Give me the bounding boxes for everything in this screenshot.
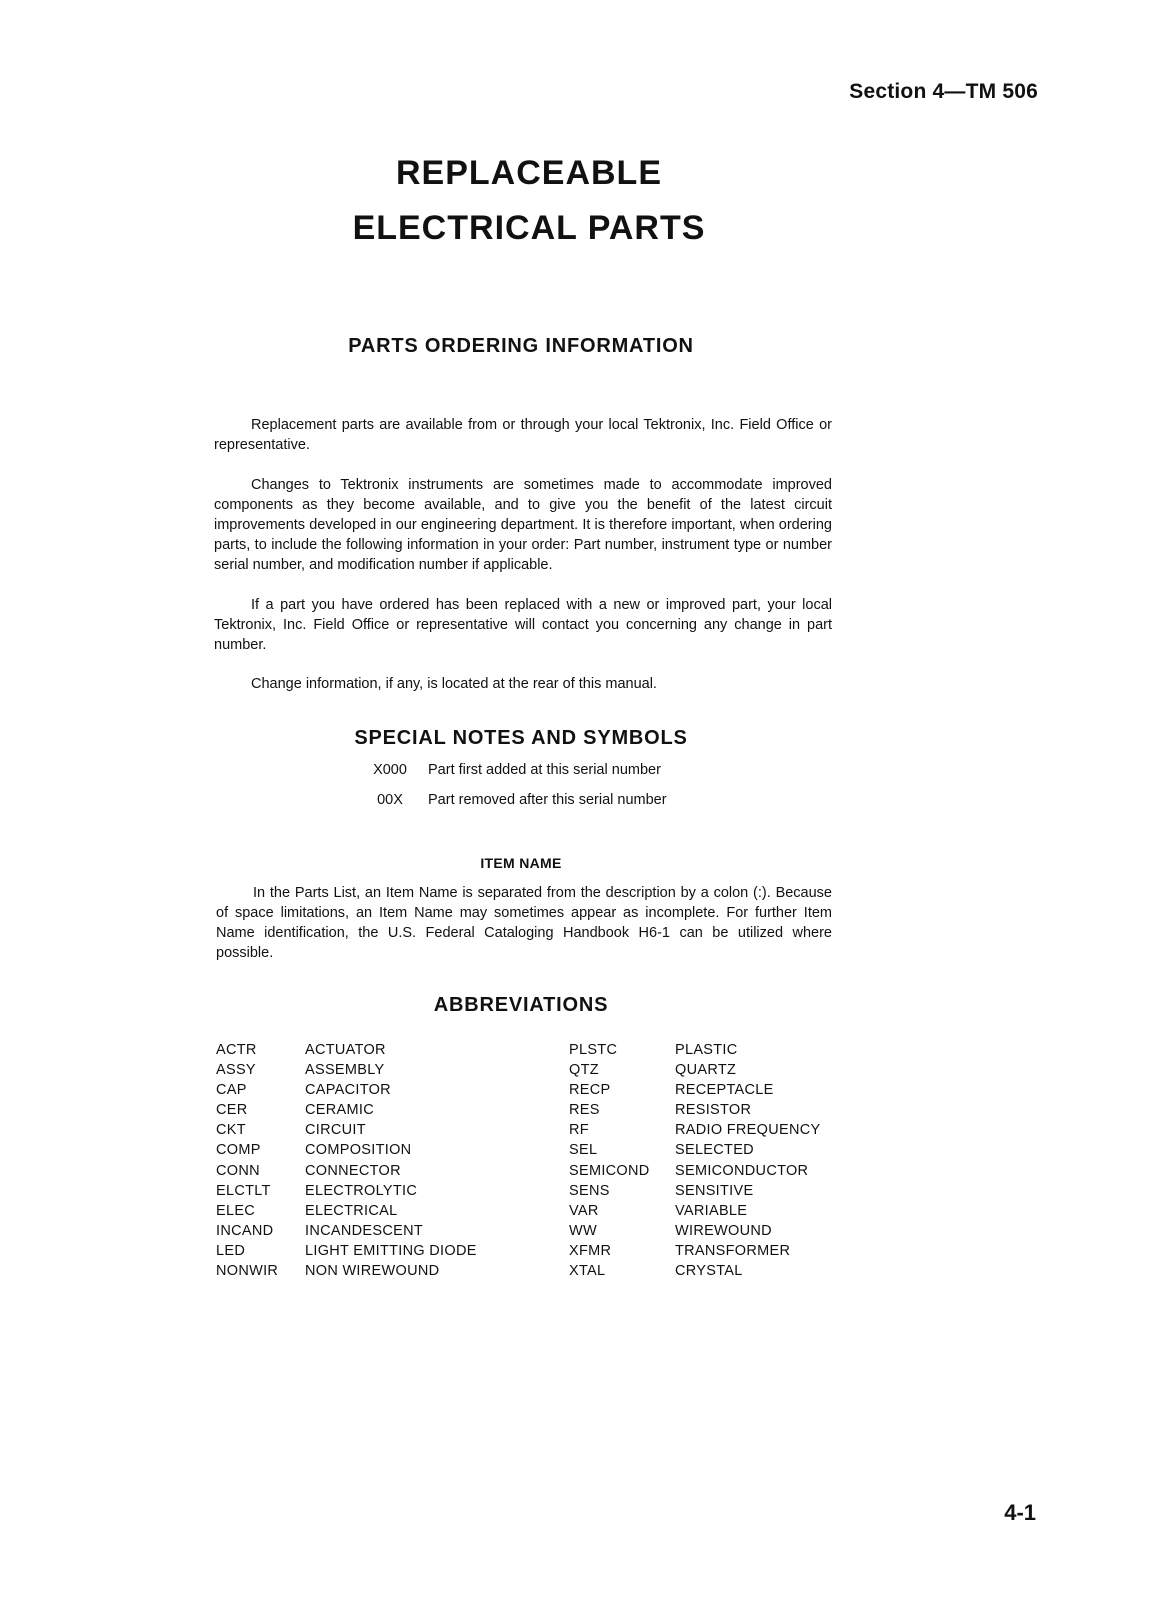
abbreviation-code: QTZ: [569, 1062, 599, 1079]
abbreviation-term: CRYSTAL: [675, 1263, 743, 1280]
abbreviation-code: XTAL: [569, 1263, 606, 1280]
abbreviation-term: NON WIREWOUND: [305, 1263, 440, 1280]
abbreviation-code: CKT: [216, 1122, 246, 1139]
abbreviation-term: TRANSFORMER: [675, 1242, 791, 1259]
item-name-paragraph: In the Parts List, an Item Name is separated from the description by a colon (:). Because of space limitations, an Item Name may sometimes appear as incomplete. For further Item Name identification, the U.S. Federal Cataloging Handbook H6-1 can be utilized where possible.: [216, 885, 832, 961]
symbol-code: X000: [373, 762, 407, 778]
abbreviation-term: SENSITIVE: [675, 1182, 754, 1199]
abbreviation-code: ASSY: [216, 1062, 256, 1079]
abbreviation-term: SELECTED: [675, 1142, 754, 1159]
abbreviation-code: SENS: [569, 1182, 610, 1199]
symbol-description: Part removed after this serial number: [428, 792, 667, 808]
abbreviation-term: ELECTROLYTIC: [305, 1182, 418, 1199]
abbreviation-code: SEMICOND: [569, 1162, 650, 1179]
abbreviation-code: CONN: [216, 1162, 260, 1179]
symbol-row: [352, 792, 667, 822]
abbreviation-code: CER: [216, 1102, 248, 1119]
abbreviation-code: ACTR: [216, 1042, 257, 1058]
abbreviation-code: INCAND: [216, 1222, 274, 1239]
abbreviation-term: CONNECTOR: [305, 1162, 401, 1179]
abbreviation-term: SEMICONDUCTOR: [675, 1162, 809, 1179]
abbreviation-term: QUARTZ: [675, 1062, 737, 1079]
page-title: [0, 146, 1058, 256]
abbreviations-heading: ABBREVIATIONS: [433, 994, 609, 1016]
ordering-paragraph: Change information, if any, is located at the rear of this manual.: [251, 676, 657, 692]
page-title-line-1: REPLACEABLE: [395, 154, 663, 192]
abbreviation-term: VARIABLE: [675, 1202, 748, 1219]
ordering-paragraph: If a part you have ordered has been replaced with a new or improved part, your local Tektronix, Inc. Field Office or representative will contact you concerning any change in part number.: [214, 597, 832, 653]
abbreviation-term: PLASTIC: [675, 1042, 738, 1058]
page-title-line-2: ELECTRICAL PARTS: [352, 209, 706, 247]
abbreviation-term: ELECTRICAL: [305, 1202, 398, 1219]
symbol-code: 00X: [377, 792, 403, 808]
abbreviation-code: RF: [569, 1122, 589, 1139]
abbreviation-term: COMPOSITION: [305, 1142, 412, 1159]
abbreviation-code: XFMR: [569, 1242, 612, 1259]
abbreviation-term: INCANDESCENT: [305, 1222, 423, 1239]
abbreviation-code: PLSTC: [569, 1042, 618, 1058]
abbreviation-term: ACTUATOR: [305, 1042, 386, 1058]
abbreviation-term: RADIO FREQUENCY: [675, 1122, 821, 1139]
item-name-heading: ITEM NAME: [480, 855, 562, 871]
abbreviation-code: COMP: [216, 1142, 261, 1159]
abbreviation-code: ELCTLT: [216, 1182, 271, 1199]
abbreviation-code: RES: [569, 1102, 600, 1119]
abbreviation-code: SEL: [569, 1142, 598, 1159]
abbreviation-term: RESISTOR: [675, 1102, 752, 1119]
abbreviation-code: ELEC: [216, 1202, 256, 1219]
abbreviation-term: RECEPTACLE: [675, 1082, 774, 1099]
symbol-description: Part first added at this serial number: [428, 762, 661, 778]
ordering-paragraph: Changes to Tektronix instruments are sometimes made to accommodate improved components as they become available, and to give you the benefit of the latest circuit improvements developed in our engineering department. It is therefore important, when ordering parts, to include the following information in your order: Part number, instrument type or number serial number, and modification number if applicable.: [214, 477, 832, 573]
abbreviation-code: VAR: [569, 1202, 599, 1219]
abbreviation-code: CAP: [216, 1082, 247, 1099]
abbreviation-term: CAPACITOR: [305, 1082, 391, 1099]
abbreviation-code: LED: [216, 1242, 246, 1259]
abbreviation-code: WW: [569, 1222, 597, 1239]
abbreviation-term: LIGHT EMITTING DIODE: [305, 1242, 477, 1259]
page-number: 4-1: [1004, 1500, 1036, 1525]
abbreviation-term: CIRCUIT: [305, 1122, 366, 1139]
symbol-row: [352, 762, 667, 792]
section-header: Section 4—TM 506: [849, 80, 1038, 103]
parts-ordering-heading: PARTS ORDERING INFORMATION: [348, 335, 694, 357]
ordering-paragraph: Replacement parts are available from or through your local Tektronix, Inc. Field Office or representative.: [214, 417, 832, 453]
special-notes-heading: SPECIAL NOTES AND SYMBOLS: [354, 727, 688, 749]
symbols-list: [352, 762, 667, 822]
abbreviation-term: ASSEMBLY: [305, 1062, 385, 1079]
abbreviation-code: NONWIR: [216, 1263, 279, 1280]
abbreviation-code: RECP: [569, 1082, 611, 1099]
abbreviation-term: CERAMIC: [305, 1102, 374, 1119]
abbreviations-table: [216, 1040, 855, 1281]
abbreviation-term: WIREWOUND: [675, 1222, 772, 1239]
